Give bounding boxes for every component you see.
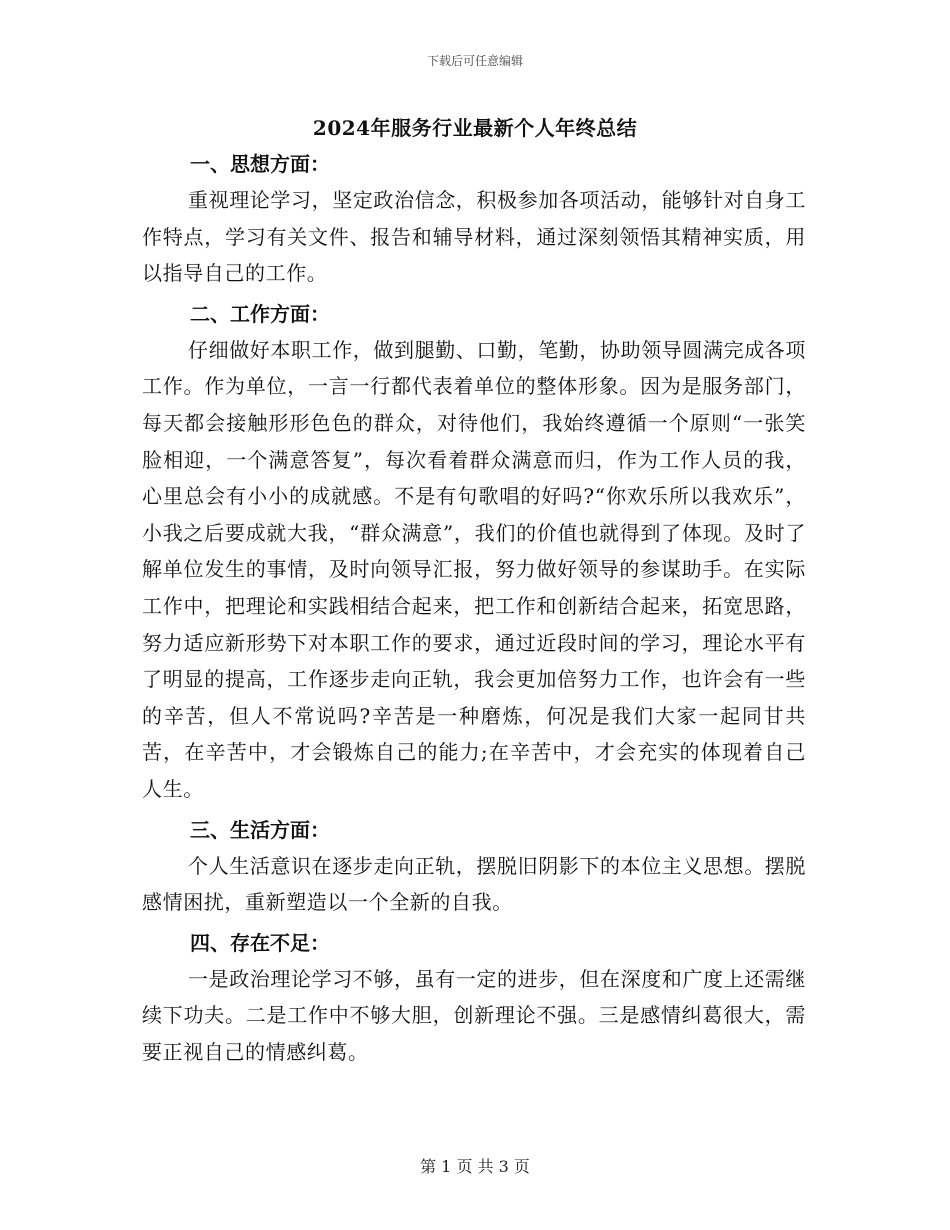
page-number-footer: 第 1 页 共 3 页	[420, 1157, 530, 1176]
section-heading-work: 二、工作方面：	[190, 301, 330, 326]
header-note: 下载后可任意编辑	[426, 54, 523, 68]
section-paragraph-shortcomings: 一是政治理论学习不够，虽有一定的进步，但在深度和广度上还需继续下功夫。二是工作中不够大胆，创新理论不强。三是感情纠葛很大，需要正视自己的情感纠葛。	[142, 966, 806, 1064]
section-paragraph-work: 仔细做好本职工作，做到腿勤、口勤，笔勤，协助领导圆满完成各项工作。作为单位，一言一行都代表着单位的整体形象。因为是服务部门，每天都会接触形形色色的群众，对待他们，我始终遵循一个原则“一张笑脸相迎，一个满意答复”，每次看着群众满意而归，作为工作人员的我，心里总会有小小的成就感。不是有句歌唱的好吗?“你欢乐所以我欢乐”，小我之后要成就大我，“群众满意”，我们的价值也就得到了体现。及时了解单位发生的事情，及时向领导汇报，努力做好领导的参谋助手。在实际工作中，把理论和实践相结合起来，把工作和创新结合起来，拓宽思路，努力适应新形势下对本职工作的要求，通过近段时间的学习，理论水平有了明显的提高，工作逐步走向正轨，我会更加倍努力工作，也许会有一些的辛苦，但人不常说吗?辛苦是一种磨炼，何况是我们大家一起同甘共苦，在辛苦中，才会锻炼自己的能力;在辛苦中，才会充实的体现着自己人生。	[142, 337, 806, 801]
section-paragraph-thought: 重视理论学习，坚定政治信念，积极参加各项活动，能够针对自身工作特点，学习有关文件、报告和辅导材料，通过深刻领悟其精神实质，用以指导自己的工作。	[142, 188, 806, 286]
section-heading-thought: 一、思想方面：	[190, 152, 330, 176]
section-heading-shortcomings: 四、存在不足：	[190, 930, 330, 955]
document-body	[142, 146, 806, 1070]
section-heading-life: 三、生活方面：	[190, 817, 330, 842]
section-paragraph-life: 个人生活意识在逐步走向正轨，摆脱旧阴影下的本位主义思想。摆脱感情困扰，重新塑造以一个全新的自我。	[142, 853, 806, 915]
document-title: 2024年服务行业最新个人年终总结	[312, 116, 638, 140]
